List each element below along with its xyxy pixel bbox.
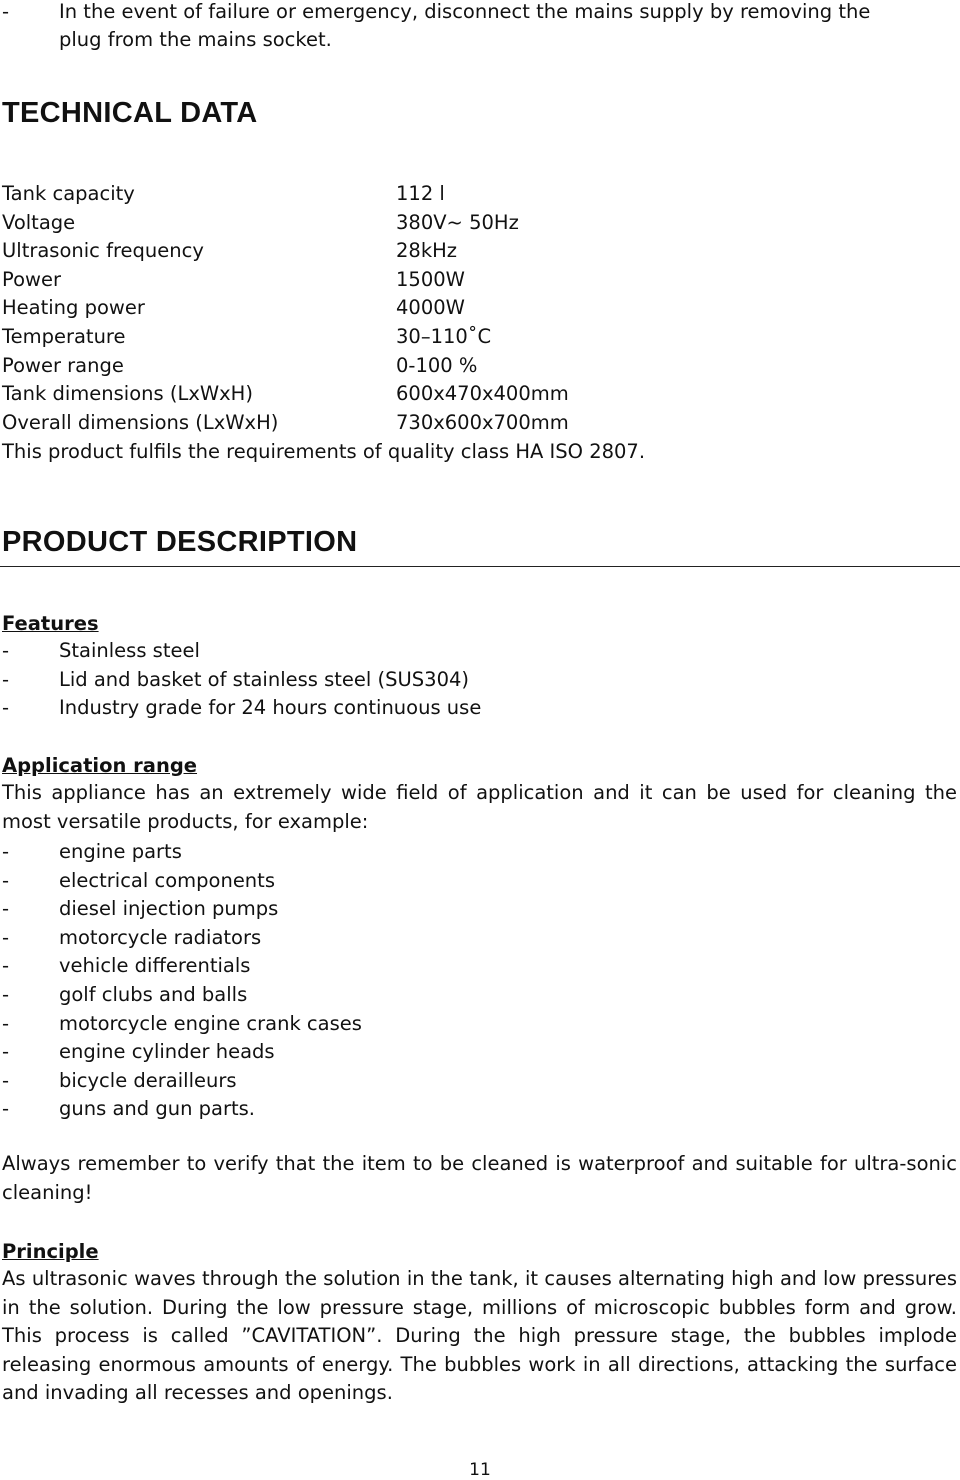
bullet-dash: - [2, 667, 10, 691]
principle-heading: Principle [2, 1240, 99, 1263]
spec-value: 30–110˚C [396, 325, 492, 348]
principle-text: As ultrasonic waves through the solution in the tank, it causes alternating high and low pressures in the solution. During the low pressure stage, millions of microscopic bubbles form and grow. This process is called ”CAVITATION”. During the high pressure stage, the bubbles implode releasing enormous amounts of energy. The bubbles work in all directions, attacking the surface and invading all recesses and openings. [2, 1267, 957, 1405]
bullet-dash: - [2, 983, 10, 1006]
spec-row [2, 353, 702, 380]
list-item-text: golf clubs and balls [59, 983, 248, 1006]
list-item-text: engine cylinder heads [59, 1040, 275, 1064]
spec-row [2, 384, 702, 408]
list-item-text: Stainless steel [59, 639, 200, 662]
list-item-text: electrical components [59, 868, 275, 892]
spec-label: Voltage [2, 210, 76, 234]
spec-label: Temperature [2, 325, 126, 348]
application-intro: This appliance has an extremely wide field of application and it can be used for cleaning the most versatile products, for example: [2, 781, 957, 833]
bullet-dash: - [2, 696, 10, 720]
spec-value: 600x470x400mm [396, 382, 569, 406]
list-item-text: vehicle differentials [59, 954, 251, 978]
spec-row [2, 298, 702, 322]
list-item-text: engine parts [59, 840, 182, 863]
spec-value: 4000W [396, 296, 465, 320]
list-item-text: diesel injection pumps [59, 897, 279, 921]
spec-value: 0-100 % [396, 353, 478, 377]
section-divider [0, 566, 960, 567]
spec-row [2, 184, 702, 208]
bullet-dash: - [2, 954, 10, 978]
list-item-text: bicycle derailleurs [59, 1068, 237, 1092]
spec-row [2, 241, 702, 265]
spec-value: 1500W [396, 267, 465, 291]
spec-label: Ultrasonic frequency [2, 239, 204, 263]
spec-label: Heating power [2, 296, 145, 320]
spec-row [2, 327, 702, 351]
spec-label: Overall dimensions (LxWxH) [2, 410, 279, 434]
bullet-dash: - [2, 639, 10, 662]
spec-row [2, 210, 702, 237]
spec-row [2, 267, 702, 294]
technical-data-heading: TECHNICAL DATA [2, 97, 258, 129]
spec-label: Tank capacity [2, 182, 135, 205]
spec-label: Tank dimensions (LxWxH) [2, 382, 253, 406]
bullet-dash: - [2, 840, 10, 863]
page-number: 11 [469, 1460, 491, 1480]
spec-label: Power range [2, 353, 124, 377]
bullet-dash: - [2, 1040, 10, 1064]
bullet-dash: - [2, 1097, 10, 1121]
spec-label: Power [2, 267, 61, 291]
quality-note: This product fulfils the requirements of quality class HA ISO 2807. [2, 440, 646, 463]
intro-text-line2: plug from the mains socket. [59, 28, 332, 51]
bullet-dash: - [2, 1011, 10, 1035]
list-item-text: guns and gun parts. [59, 1097, 255, 1121]
application-range-heading: Application range [2, 754, 198, 777]
bullet-dash: - [2, 0, 10, 23]
waterproof-reminder: Always remember to verify that the item to be cleaned is waterproof and suitable for ultra-sonic cleaning! [2, 1152, 957, 1204]
spec-value: 730x600x700mm [396, 410, 569, 434]
features-heading: Features [2, 612, 99, 635]
spec-value: 112 l [396, 182, 445, 205]
bullet-dash: - [2, 925, 10, 949]
spec-row [2, 410, 702, 437]
spec-value: 380V~ 50Hz [396, 210, 519, 234]
bullet-dash: - [2, 1068, 10, 1092]
list-item-text: motorcycle engine crank cases [59, 1011, 362, 1035]
list-item-text: Lid and basket of stainless steel (SUS304) [59, 667, 470, 691]
intro-text-line1: In the event of failure or emergency, disconnect the mains supply by removing the [59, 0, 871, 23]
bullet-dash: - [2, 897, 10, 921]
product-description-heading: PRODUCT DESCRIPTION [2, 526, 358, 558]
spec-value: 28kHz [396, 239, 458, 263]
bullet-dash: - [2, 868, 10, 892]
list-item-text: motorcycle radiators [59, 925, 262, 949]
list-item-text: Industry grade for 24 hours continuous use [59, 696, 482, 720]
